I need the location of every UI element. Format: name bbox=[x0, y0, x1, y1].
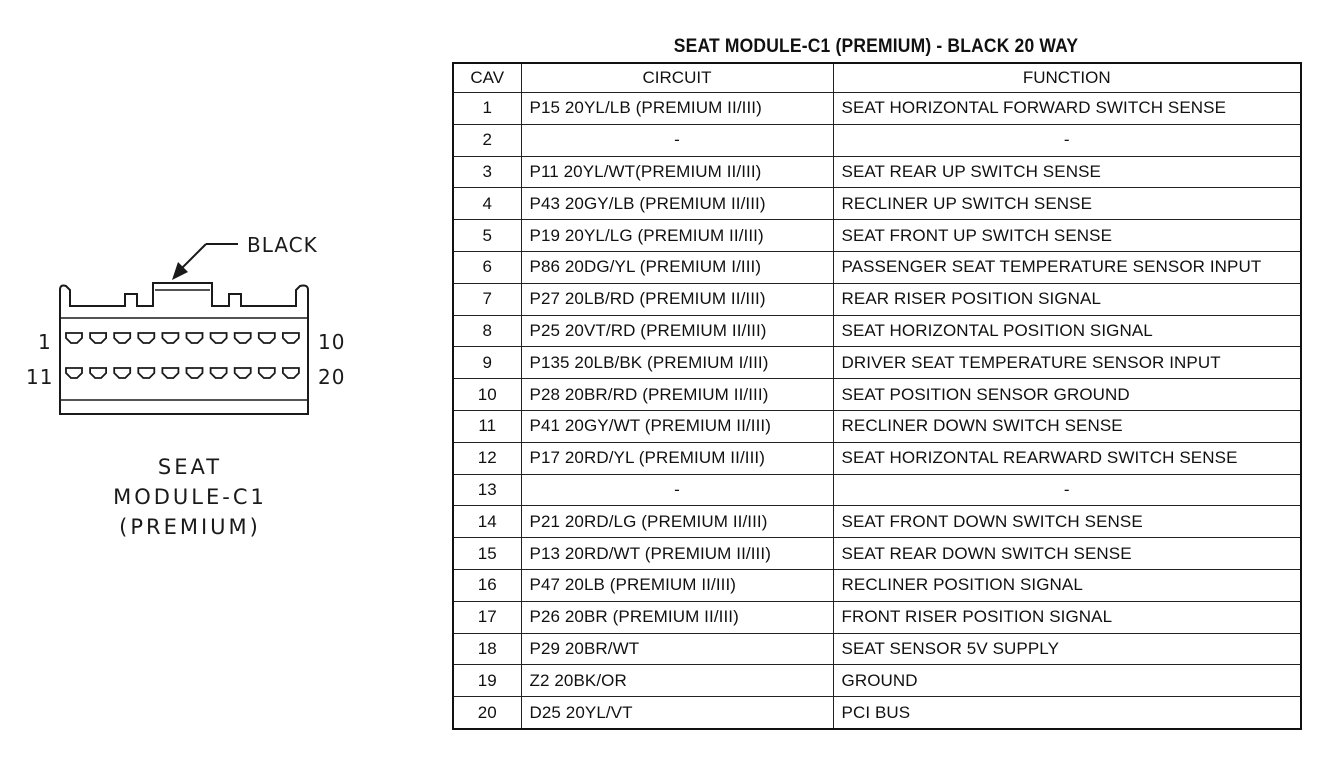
function-cell: PASSENGER SEAT TEMPERATURE SENSOR INPUT bbox=[833, 251, 1301, 283]
table-row bbox=[453, 347, 1301, 379]
circuit-cell: P43 20GY/LB (PREMIUM II/III) bbox=[521, 188, 833, 220]
table-title: SEAT MODULE-C1 (PREMIUM) - BLACK 20 WAY bbox=[673, 36, 1079, 57]
cav-cell: 16 bbox=[453, 569, 521, 601]
diagram-caption-line3: (PREMIUM) bbox=[119, 515, 261, 539]
table-row bbox=[453, 379, 1301, 411]
cav-cell: 17 bbox=[453, 601, 521, 633]
table-row bbox=[453, 442, 1301, 474]
function-cell: SEAT SENSOR 5V SUPPLY bbox=[833, 633, 1301, 665]
table-body bbox=[453, 93, 1301, 729]
header-cav: CAV bbox=[453, 63, 521, 93]
table-row bbox=[453, 188, 1301, 220]
circuit-cell: P11 20YL/WT(PREMIUM II/III) bbox=[521, 156, 833, 188]
function-cell: REAR RISER POSITION SIGNAL bbox=[833, 283, 1301, 315]
function-cell: SEAT REAR DOWN SWITCH SENSE bbox=[833, 538, 1301, 570]
header-circuit: CIRCUIT bbox=[521, 63, 833, 93]
circuit-cell: P15 20YL/LB (PREMIUM II/III) bbox=[521, 93, 833, 125]
circuit-cell: P86 20DG/YL (PREMIUM I/III) bbox=[521, 251, 833, 283]
pin-cavity-icon bbox=[283, 368, 299, 378]
circuit-cell: P135 20LB/BK (PREMIUM I/III) bbox=[521, 347, 833, 379]
pin-cavity-icon bbox=[235, 368, 251, 378]
circuit-cell: P29 20BR/WT bbox=[521, 633, 833, 665]
pin-cavity-icon bbox=[90, 368, 106, 378]
function-cell: GROUND bbox=[833, 665, 1301, 697]
cav-cell: 19 bbox=[453, 665, 521, 697]
function-cell: SEAT REAR UP SWITCH SENSE bbox=[833, 156, 1301, 188]
cav-cell: 8 bbox=[453, 315, 521, 347]
pin-cavity-icon bbox=[66, 368, 82, 378]
circuit-cell: P27 20LB/RD (PREMIUM II/III) bbox=[521, 283, 833, 315]
function-cell: - bbox=[833, 474, 1301, 506]
pin-cavity-icon bbox=[211, 333, 227, 343]
pin-cavity-icon bbox=[235, 333, 251, 343]
cav-cell: 6 bbox=[453, 251, 521, 283]
pin-cavity-icon bbox=[259, 333, 275, 343]
cav-cell: 1 bbox=[453, 93, 521, 125]
pin-cavity-icon bbox=[162, 368, 178, 378]
color-label: BLACK bbox=[247, 233, 318, 257]
cav-cell: 2 bbox=[453, 124, 521, 156]
circuit-cell: D25 20YL/VT bbox=[521, 697, 833, 729]
cav-cell: 4 bbox=[453, 188, 521, 220]
circuit-cell: - bbox=[521, 474, 833, 506]
function-cell: SEAT POSITION SENSOR GROUND bbox=[833, 379, 1301, 411]
function-cell: RECLINER POSITION SIGNAL bbox=[833, 569, 1301, 601]
pin-label-11: 11 bbox=[26, 365, 54, 389]
circuit-cell: P26 20BR (PREMIUM II/III) bbox=[521, 601, 833, 633]
table-row bbox=[453, 315, 1301, 347]
table-row bbox=[453, 697, 1301, 729]
circuit-cell: P13 20RD/WT (PREMIUM II/III) bbox=[521, 538, 833, 570]
connector-body bbox=[60, 283, 308, 414]
table-row bbox=[453, 633, 1301, 665]
pin-cavity-icon bbox=[187, 368, 203, 378]
pin-cavity-icon bbox=[162, 333, 178, 343]
cav-cell: 10 bbox=[453, 379, 521, 411]
color-callout bbox=[172, 244, 238, 280]
function-cell: SEAT HORIZONTAL POSITION SIGNAL bbox=[833, 315, 1301, 347]
pin-cavity-icon bbox=[90, 333, 106, 343]
cav-cell: 12 bbox=[453, 442, 521, 474]
pin-cavity-icon bbox=[66, 333, 82, 343]
cav-cell: 13 bbox=[453, 474, 521, 506]
cav-cell: 9 bbox=[453, 347, 521, 379]
table-row bbox=[453, 156, 1301, 188]
circuit-cell: P19 20YL/LG (PREMIUM II/III) bbox=[521, 220, 833, 252]
function-cell: RECLINER UP SWITCH SENSE bbox=[833, 188, 1301, 220]
pin-row-bottom bbox=[66, 368, 299, 378]
cav-cell: 5 bbox=[453, 220, 521, 252]
connector-diagram bbox=[0, 0, 440, 774]
table-header-row bbox=[453, 63, 1301, 93]
pinout-table bbox=[452, 62, 1302, 730]
pin-row-top bbox=[66, 333, 299, 343]
table-row bbox=[453, 124, 1301, 156]
cav-cell: 3 bbox=[453, 156, 521, 188]
circuit-cell: P17 20RD/YL (PREMIUM II/III) bbox=[521, 442, 833, 474]
pin-cavity-icon bbox=[114, 368, 130, 378]
function-cell: SEAT HORIZONTAL FORWARD SWITCH SENSE bbox=[833, 93, 1301, 125]
table-row bbox=[453, 569, 1301, 601]
function-cell: SEAT FRONT UP SWITCH SENSE bbox=[833, 220, 1301, 252]
function-cell: RECLINER DOWN SWITCH SENSE bbox=[833, 410, 1301, 442]
header-function: FUNCTION bbox=[833, 63, 1301, 93]
pin-label-1: 1 bbox=[38, 330, 52, 354]
function-cell: DRIVER SEAT TEMPERATURE SENSOR INPUT bbox=[833, 347, 1301, 379]
table-row bbox=[453, 93, 1301, 125]
function-cell: FRONT RISER POSITION SIGNAL bbox=[833, 601, 1301, 633]
table-row bbox=[453, 538, 1301, 570]
cav-cell: 7 bbox=[453, 283, 521, 315]
function-cell: - bbox=[833, 124, 1301, 156]
table-row bbox=[453, 220, 1301, 252]
cav-cell: 15 bbox=[453, 538, 521, 570]
pin-cavity-icon bbox=[211, 368, 227, 378]
diagram-caption-line1: SEAT bbox=[157, 455, 223, 479]
table-row bbox=[453, 283, 1301, 315]
table-row bbox=[453, 601, 1301, 633]
cav-cell: 14 bbox=[453, 506, 521, 538]
circuit-cell: P47 20LB (PREMIUM II/III) bbox=[521, 569, 833, 601]
table-row bbox=[453, 665, 1301, 697]
circuit-cell: - bbox=[521, 124, 833, 156]
table-row bbox=[453, 410, 1301, 442]
pin-label-20: 20 bbox=[318, 365, 346, 389]
circuit-cell: P41 20GY/WT (PREMIUM II/III) bbox=[521, 410, 833, 442]
function-cell: SEAT FRONT DOWN SWITCH SENSE bbox=[833, 506, 1301, 538]
pin-label-10: 10 bbox=[318, 330, 346, 354]
pin-cavity-icon bbox=[138, 333, 154, 343]
connector-drawing bbox=[0, 0, 440, 774]
table-row bbox=[453, 251, 1301, 283]
cav-cell: 11 bbox=[453, 410, 521, 442]
cav-cell: 18 bbox=[453, 633, 521, 665]
pin-cavity-icon bbox=[283, 333, 299, 343]
function-cell: PCI BUS bbox=[833, 697, 1301, 729]
pin-cavity-icon bbox=[259, 368, 275, 378]
function-cell: SEAT HORIZONTAL REARWARD SWITCH SENSE bbox=[833, 442, 1301, 474]
circuit-cell: P21 20RD/LG (PREMIUM II/III) bbox=[521, 506, 833, 538]
circuit-cell: P25 20VT/RD (PREMIUM II/III) bbox=[521, 315, 833, 347]
pin-cavity-icon bbox=[114, 333, 130, 343]
cav-cell: 20 bbox=[453, 697, 521, 729]
table-row bbox=[453, 474, 1301, 506]
circuit-cell: Z2 20BK/OR bbox=[521, 665, 833, 697]
table-row bbox=[453, 506, 1301, 538]
diagram-caption-line2: MODULE-C1 bbox=[113, 485, 267, 509]
circuit-cell: P28 20BR/RD (PREMIUM II/III) bbox=[521, 379, 833, 411]
pin-cavity-icon bbox=[187, 333, 203, 343]
pin-cavity-icon bbox=[138, 368, 154, 378]
